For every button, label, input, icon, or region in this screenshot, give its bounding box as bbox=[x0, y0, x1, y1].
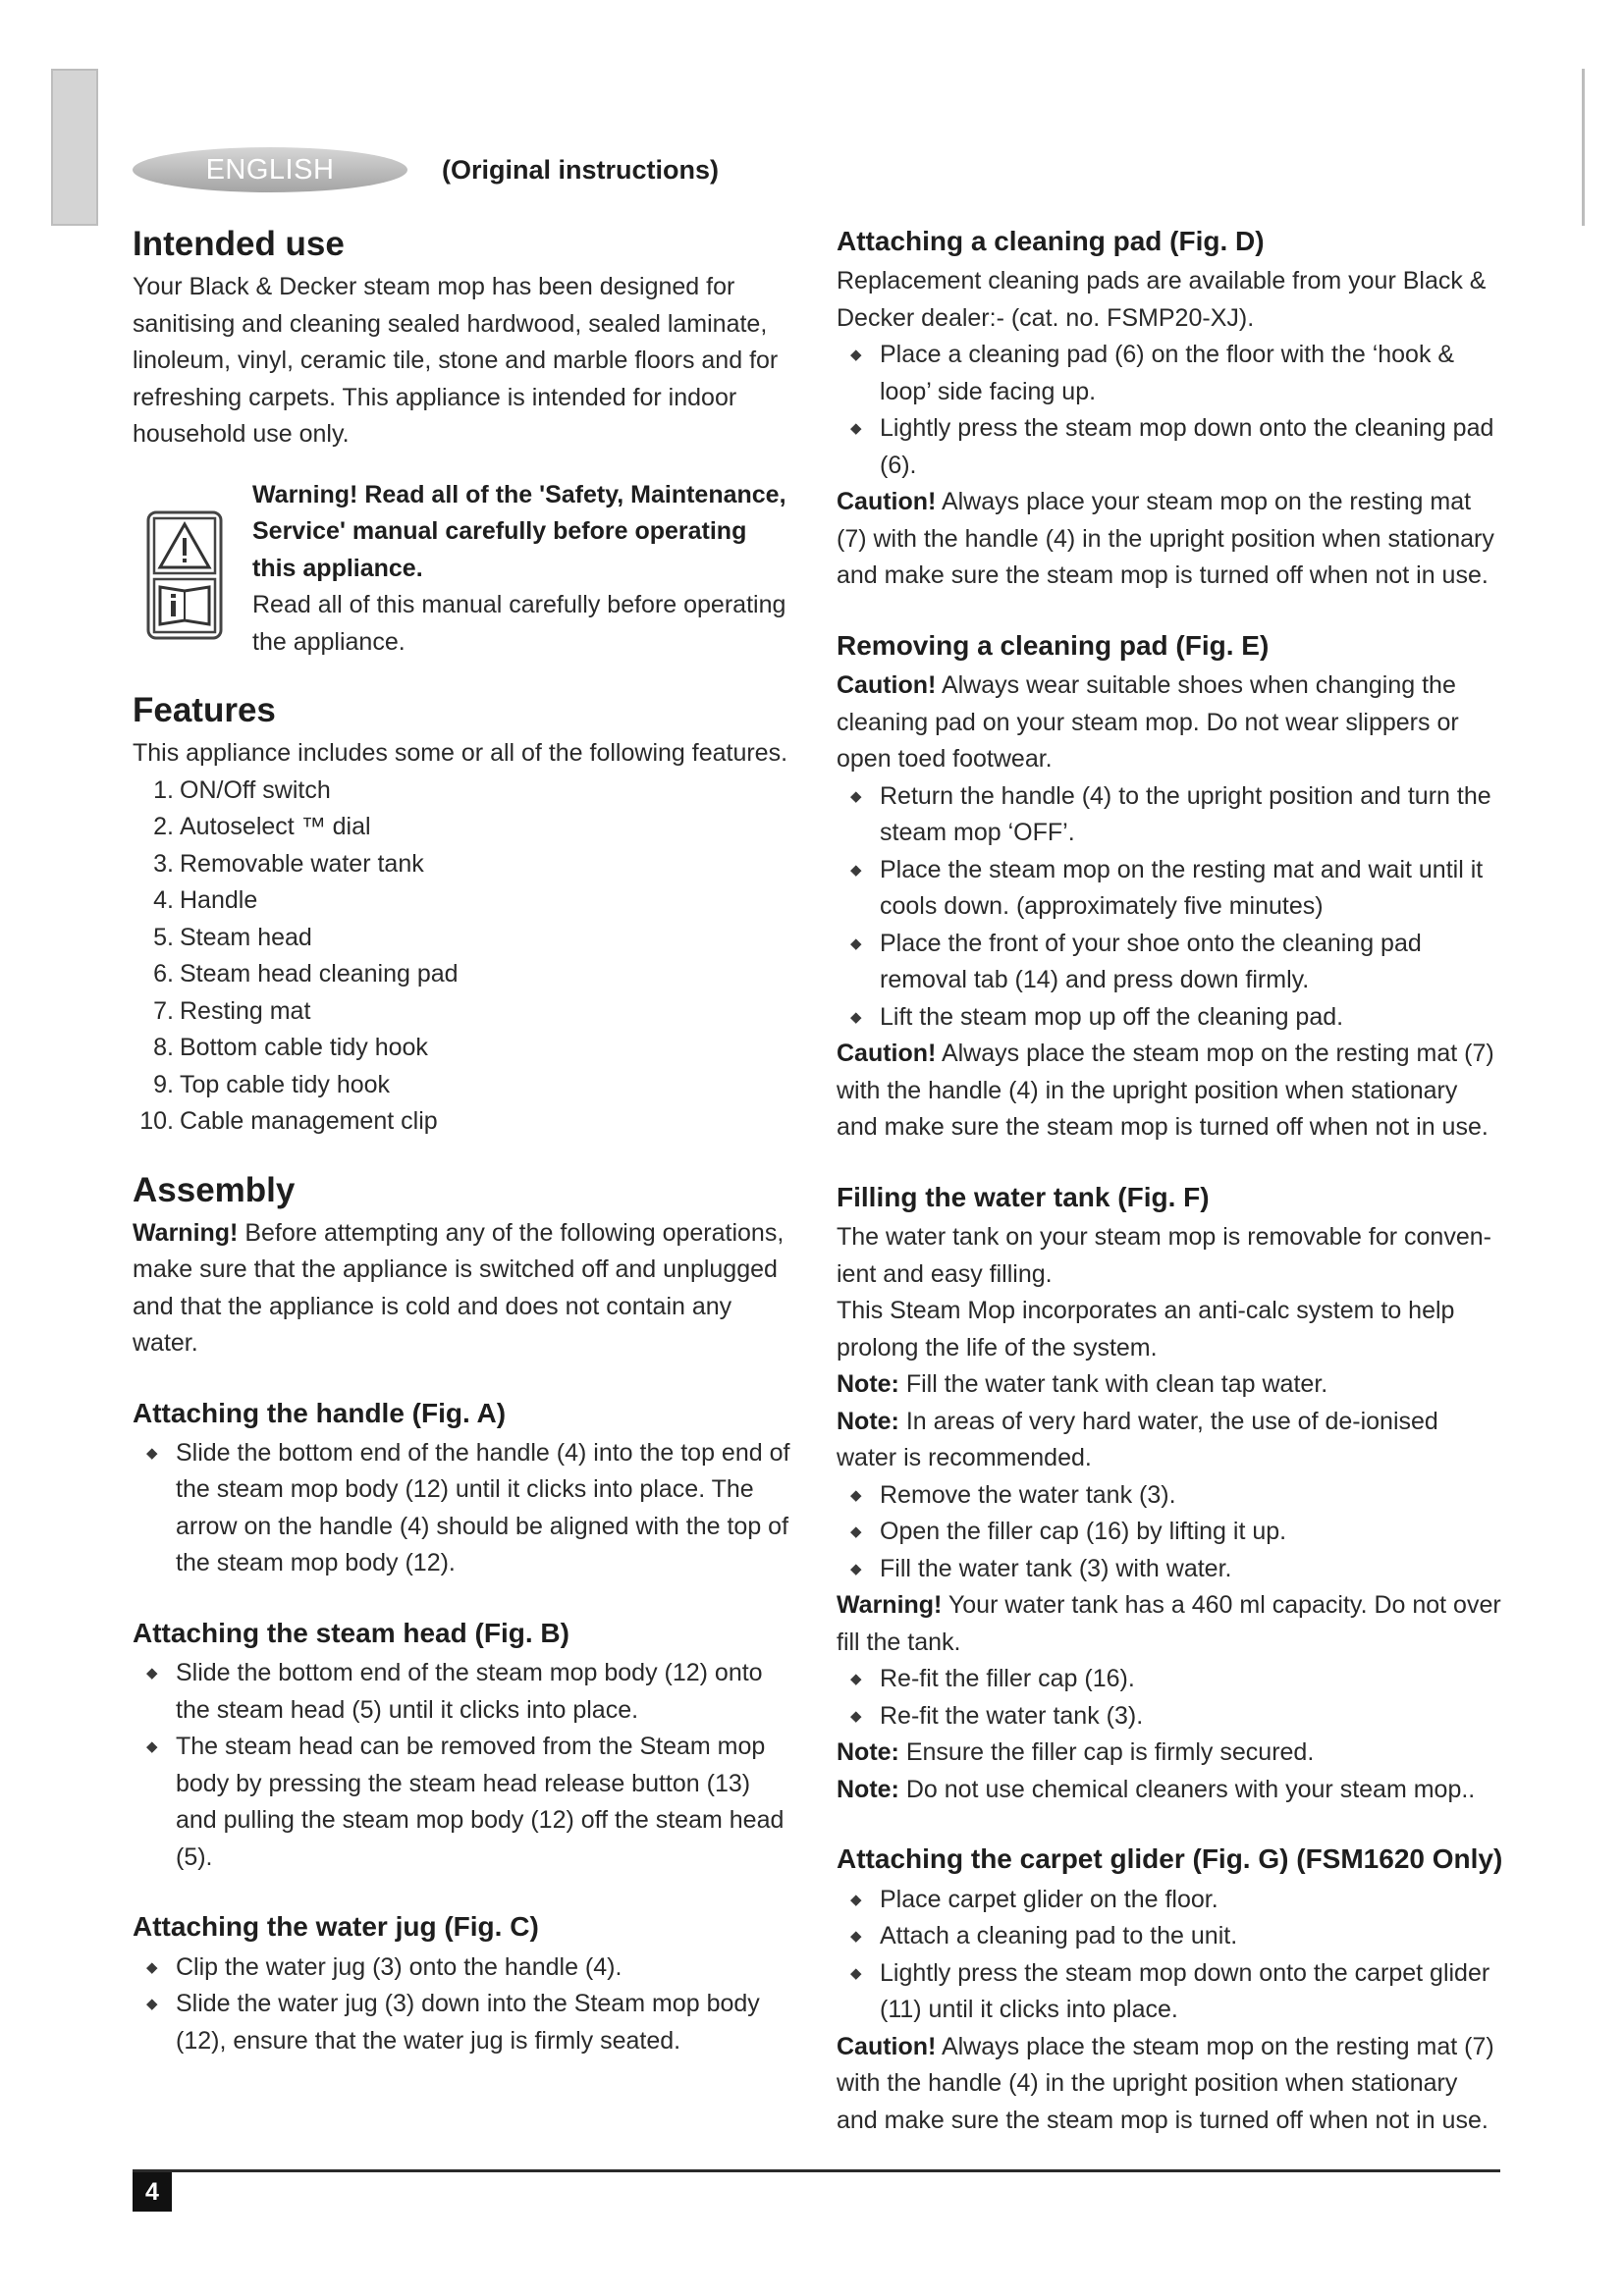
attach-water-jug-title: Attaching the water jug (Fig. C) bbox=[133, 1911, 539, 1943]
fill-tank-list-1 bbox=[837, 1477, 1504, 1588]
list-item: 1. ON/Off switch bbox=[153, 775, 331, 804]
list-item: ◆ Slide the bottom end of the handle (4) into the top end of the steam mop body (12) until it clicks into place. The arrow on the handle (4) should be aligned with the top of the steam mop body (12). bbox=[133, 1435, 795, 1582]
list-item: ◆ Fill the water tank (3) with water. bbox=[837, 1551, 1504, 1588]
list-item: 4. Handle bbox=[153, 886, 258, 914]
read-manual-warning-icon bbox=[146, 510, 223, 640]
fill-tank-list-2 bbox=[837, 1661, 1504, 1735]
assembly-warning: Warning! Before attempting any of the following operations, make sure that the appliance is switched off and unplugged and that the appliance is cold and does not contain any water. bbox=[133, 1218, 785, 1357]
list-item: ◆ Clip the water jug (3) onto the handle (4). bbox=[133, 1949, 795, 1987]
manual-warning-block bbox=[133, 477, 795, 662]
remove-pad-section bbox=[837, 628, 1504, 1147]
list-item: ◆ Remove the water tank (3). bbox=[837, 1477, 1504, 1515]
list-item: ◆ Place carpet glider on the floor. bbox=[837, 1882, 1504, 1919]
fill-tank-section bbox=[837, 1180, 1504, 1808]
list-item: ◆ Place a cleaning pad (6) on the floor with the ‘hook & loop’ side facing up. bbox=[837, 337, 1504, 410]
side-index-tab bbox=[51, 69, 98, 226]
attach-water-jug-section bbox=[133, 1909, 795, 2059]
list-item: ◆ Place the front of your shoe onto the cleaning pad removal tab (14) and press down firmly. bbox=[837, 926, 1504, 999]
list-item: ◆ Attach a cleaning pad to the unit. bbox=[837, 1918, 1504, 1955]
footer-rule bbox=[133, 2169, 1500, 2172]
list-item: ◆ Lightly press the steam mop down onto the carpet glider (11) until it clicks into place. bbox=[837, 1955, 1504, 2029]
warning-text bbox=[252, 477, 795, 662]
carpet-glider-section bbox=[837, 1842, 1504, 2139]
fill-tank-title: Filling the water tank (Fig. F) bbox=[837, 1181, 1210, 1212]
carpet-glider-list bbox=[837, 1882, 1504, 2029]
right-margin-mark bbox=[1582, 69, 1585, 226]
features-section bbox=[133, 690, 795, 1141]
attach-handle-list bbox=[133, 1435, 795, 1582]
intended-use-section bbox=[133, 224, 795, 661]
list-item: ◆ Open the filler cap (16) by lifting it up. bbox=[837, 1514, 1504, 1551]
assembly-section bbox=[133, 1170, 795, 1362]
remove-pad-title: Removing a cleaning pad (Fig. E) bbox=[837, 629, 1270, 661]
attach-handle-title: Attaching the handle (Fig. A) bbox=[133, 1397, 507, 1428]
attach-pad-caution: Caution! Always place your steam mop on the resting mat (7) with the handle (4) in the upright position when stationary and make sure the steam mop is turned off when not in use. bbox=[837, 488, 1494, 590]
remove-pad-caution-1: Caution! Always wear suitable shoes when changing the cleaning pad on your steam mop. Do not wear slippers or open toed footwear. bbox=[837, 671, 1459, 774]
carpet-glider-caution: Caution! Always place the steam mop on the resting mat (7) with the handle (4) in the upright position when stationary and make sure the steam mop is turned off when not in use. bbox=[837, 2032, 1494, 2134]
attach-water-jug-list bbox=[133, 1949, 795, 2060]
attach-pad-list bbox=[837, 337, 1504, 484]
warning-bold-text: Warning! Read all of the 'Safety, Maintenance, Service' manual carefully before operating this appliance. bbox=[252, 480, 786, 582]
list-item: ◆ Re-fit the water tank (3). bbox=[837, 1698, 1504, 1735]
attach-steam-head-section bbox=[133, 1616, 795, 1876]
intended-use-body: Your Black & Decker steam mop has been designed for sanitising and cleaning sealed hardwood, sealed laminate, linoleum, vinyl, ceramic tile, stone and marble floors and for refreshing carpets. This appliance is intended for indoor household use only. bbox=[133, 273, 779, 448]
attach-pad-intro: Replacement cleaning pads are available from your Black & Decker dealer:- (cat. no. FSMP20-XJ). bbox=[837, 267, 1487, 332]
list-item: 9. Top cable tidy hook bbox=[153, 1070, 391, 1098]
remove-pad-caution-2: Caution! Always place the steam mop on the resting mat (7) with the handle (4) in the upright position when stationary and make sure the steam mop is turned off when not in use. bbox=[837, 1040, 1494, 1142]
attach-steam-head-title: Attaching the steam head (Fig. B) bbox=[133, 1617, 569, 1648]
original-instructions-label: (Original instructions) bbox=[442, 154, 720, 185]
fill-tank-note-1: Note: Fill the water tank with clean tap water. bbox=[837, 1370, 1328, 1399]
list-item: ◆ Slide the water jug (3) down into the Steam mop body (12), ensure that the water jug is firmly seated. bbox=[133, 1986, 795, 2059]
attach-pad-section bbox=[837, 224, 1504, 595]
fill-tank-warning: Warning! Your water tank has a 460 ml capacity. Do not over fill the tank. bbox=[837, 1591, 1501, 1656]
list-item: ◆ Place the steam mop on the resting mat and wait until it cools down. (approximately five minutes) bbox=[837, 852, 1504, 926]
list-item: 6. Steam head cleaning pad bbox=[153, 960, 459, 988]
features-list bbox=[133, 773, 795, 1141]
carpet-glider-title: Attaching the carpet glider (Fig. G) (FSM1620 Only) bbox=[837, 1843, 1503, 1875]
list-item: 8. Bottom cable tidy hook bbox=[153, 1034, 428, 1061]
list-item: ◆ Lift the steam mop up off the cleaning pad. bbox=[837, 999, 1504, 1037]
remove-pad-list bbox=[837, 778, 1504, 1037]
list-item: ◆ Lightly press the steam mop down onto the cleaning pad (6). bbox=[837, 410, 1504, 484]
list-item: 7. Resting mat bbox=[153, 996, 311, 1025]
page-number: 4 bbox=[133, 2172, 172, 2212]
right-column bbox=[837, 224, 1504, 2139]
fill-tank-note-3: Note: Ensure the filler cap is firmly secured. bbox=[837, 1738, 1315, 1767]
list-item: 3. Removable water tank bbox=[153, 849, 424, 878]
list-item: 2. Autoselect ™ dial bbox=[153, 813, 371, 840]
left-column bbox=[133, 224, 795, 2059]
attach-handle-section bbox=[133, 1396, 795, 1582]
list-item: ◆ Slide the bottom end of the steam mop body (12) onto the steam head (5) until it clicks into place. bbox=[133, 1655, 795, 1729]
attach-pad-title: Attaching a cleaning pad (Fig. D) bbox=[837, 226, 1265, 256]
features-intro: This appliance includes some or all of the following features. bbox=[133, 739, 788, 767]
assembly-title: Assembly bbox=[133, 1170, 296, 1209]
features-title: Features bbox=[133, 691, 276, 729]
list-item: ◆ Return the handle (4) to the upright position and turn the steam mop ‘OFF’. bbox=[837, 778, 1504, 852]
fill-tank-p2: This Steam Mop incorporates an anti-calc system to help prolong the life of the system. bbox=[837, 1297, 1455, 1362]
list-item: 10. Cable management clip bbox=[139, 1107, 438, 1135]
fill-tank-note-4: Note: Do not use chemical cleaners with your steam mop.. bbox=[837, 1775, 1476, 1803]
fill-tank-note-2: Note: In areas of very hard water, the use of de-ionised water is recommended. bbox=[837, 1407, 1438, 1472]
list-item: ◆ Re-fit the filler cap (16). bbox=[837, 1661, 1504, 1698]
warning-plain-text: Read all of this manual carefully before operating the appliance. bbox=[252, 591, 786, 656]
page-header bbox=[133, 147, 719, 192]
list-item: 5. Steam head bbox=[153, 923, 312, 951]
fill-tank-p1: The water tank on your steam mop is removable for conven-ient and easy filling. bbox=[837, 1223, 1491, 1288]
list-item: ◆ The steam head can be removed from the Steam mop body by pressing the steam head release button (13) and pulling the steam mop body (12) off the steam head (5). bbox=[133, 1729, 795, 1876]
language-badge: ENGLISH bbox=[133, 147, 407, 192]
attach-steam-head-list bbox=[133, 1655, 795, 1876]
intended-use-title: Intended use bbox=[133, 225, 345, 263]
